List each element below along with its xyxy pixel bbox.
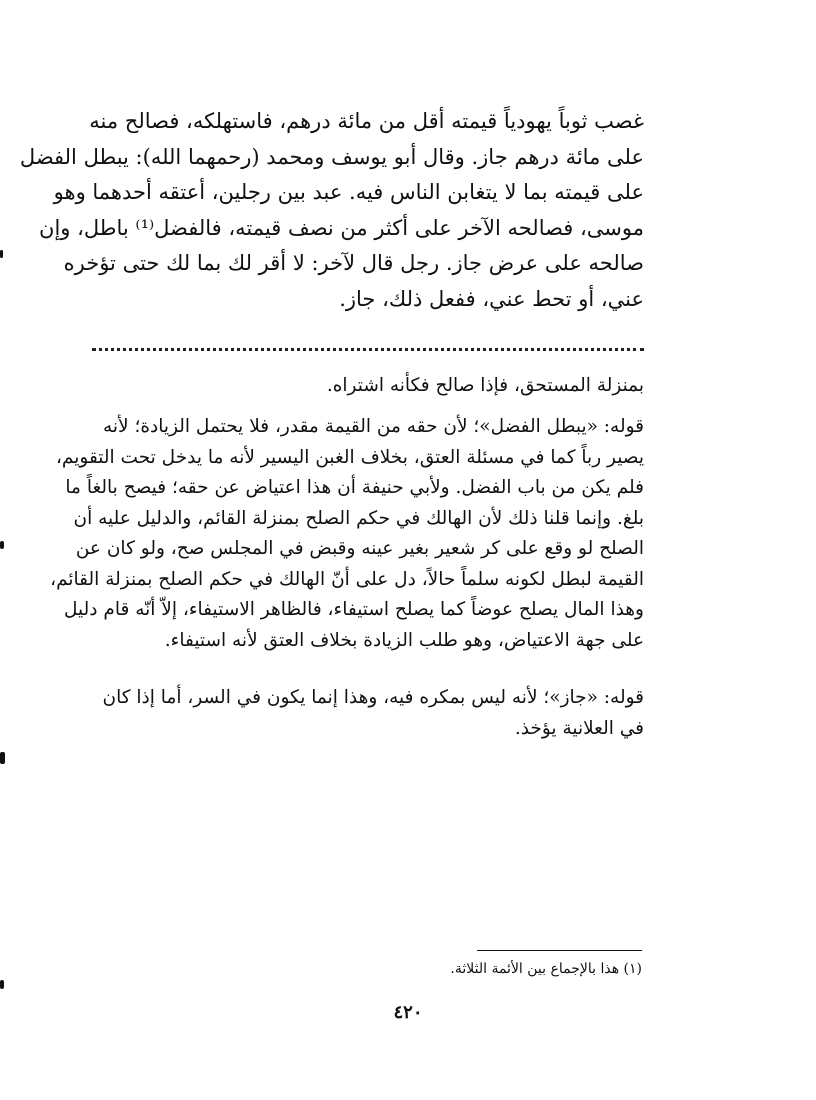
footnote-rule bbox=[477, 950, 642, 951]
scan-speck bbox=[0, 752, 5, 764]
commentary-line: بلغ. وإنما قلنا ذلك لأن الهالك في حكم الصلح بمنزلة القائم، والدليل عليه أن bbox=[73, 507, 644, 529]
scan-speck bbox=[0, 250, 3, 258]
commentary-paragraph-1 bbox=[50, 412, 644, 656]
commentary-line: قوله: «جاز»؛ لأنه ليس بمكره فيه، وهذا إنما يكون في السر، أما إذا كان bbox=[102, 687, 644, 708]
commentary-line: في العلانية يؤخذ. bbox=[514, 717, 644, 739]
main-text-line: صالحه على عرض جاز. رجل قال لآخر: لا أقر لك بما لك حتى تؤخره bbox=[63, 251, 644, 275]
commentary-line: قوله: «يبطل الفضل»؛ لأن حقه من القيمة مقدر، فلا يحتمل الزيادة؛ لأنه bbox=[102, 416, 644, 437]
commentary-line: القيمة لبطل لكونه سلماً حالاً، دل على أنّ الهالك في حكم الصلح بمنزلة القائم، bbox=[50, 568, 644, 590]
scan-speck bbox=[0, 541, 4, 549]
commentary-line: يصير رباً كما في مسئلة العتق، بخلاف الغبن اليسير لأنه ما يدخل تحت التقويم، bbox=[55, 446, 644, 468]
commentary-line: على جهة الاعتياض، وهو طلب الزيادة بخلاف العتق لأنه استيفاء. bbox=[164, 629, 644, 651]
main-text-line: موسى، فصالحه الآخر على أكثر من نصف قيمته، فالفضل⁽¹⁾ باطل، وإن bbox=[39, 215, 644, 240]
footnote: (١) هذا بالإجماع بين الأئمة الثلاثة. bbox=[450, 961, 642, 977]
scan-speck bbox=[0, 980, 4, 989]
main-text-line: عني، أو تحط عني، ففعل ذلك، جاز. bbox=[339, 286, 644, 311]
main-text-line: غصب ثوباً يهودياً قيمته أقل من مائة درهم، فاستهلكه، فصالح منه bbox=[89, 109, 644, 133]
commentary-line: فلم يكن من باب الفضل. ولأبي حنيفة أن هذا اعتياض عن حقه؛ فيصح بالغاً ما bbox=[65, 477, 644, 498]
main-text-line: على قيمته بما لا يتغابن الناس فيه. عبد بين رجلين، أعتقه أحدهما وهو bbox=[53, 180, 644, 204]
main-text-line: على مائة درهم جاز. وقال أبو يوسف ومحمد (رحمهما الله): يبطل الفضل bbox=[19, 144, 644, 169]
main-text bbox=[19, 104, 644, 317]
dotted-separator bbox=[92, 348, 644, 357]
commentary-line: بمنزلة المستحق، فإذا صالح فكأنه اشتراه. bbox=[326, 375, 644, 396]
commentary-paragraph-2 bbox=[92, 683, 644, 744]
commentary-line: الصلح لو وقع على كر شعير بغير عينه وقبض في المجلس صح، ولو كان عن bbox=[75, 538, 644, 559]
commentary-intro bbox=[92, 371, 644, 402]
page-number: ٤٢٠ bbox=[393, 1002, 423, 1023]
commentary-line: وهذا المال يصلح عوضاً كما يصلح استيفاء، فالظاهر الاستيفاء، إلاّ أنّه قام دليل bbox=[64, 599, 644, 620]
